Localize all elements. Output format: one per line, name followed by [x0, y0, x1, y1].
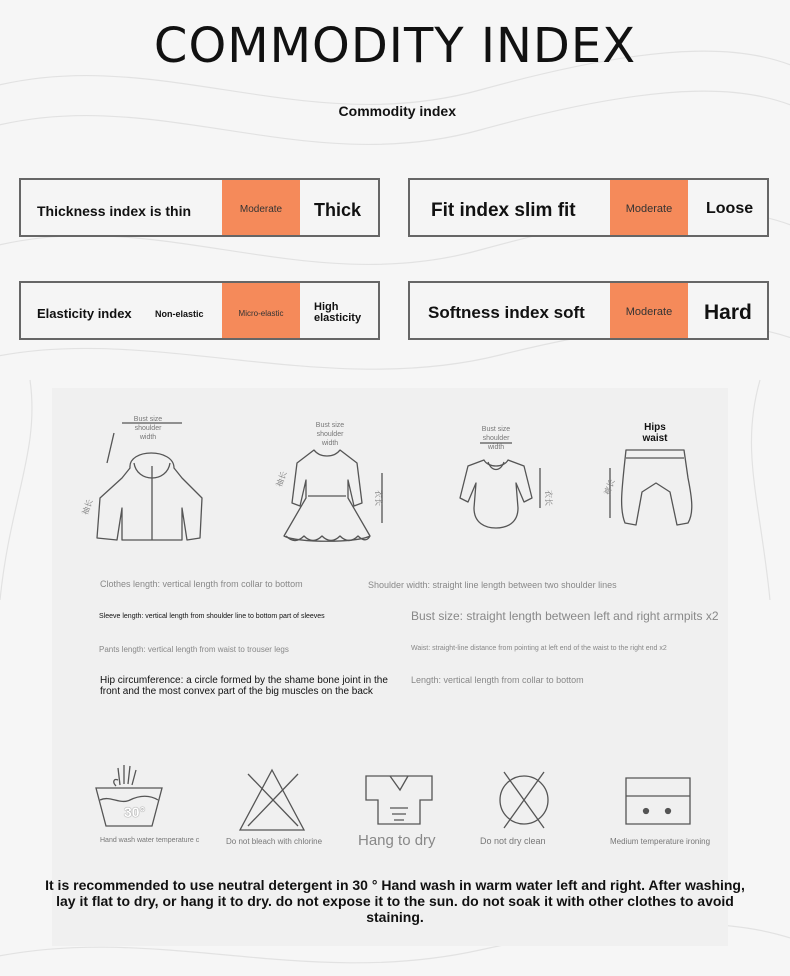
elasticity-end-label: High elasticity [314, 301, 362, 324]
note-shoulder-width: Shoulder width: straight line length between two shoulder lines [368, 580, 617, 590]
thickness-moderate-segment [222, 180, 300, 235]
elasticity-label: Elasticity index [37, 306, 132, 321]
care-label-ironing: Medium temperature ironing [610, 837, 711, 846]
softness-moderate-segment [610, 283, 688, 338]
jacket-length-mark: 袖长 [80, 498, 95, 517]
note-pants-length: Pants length: vertical length from waist to trouser legs [99, 645, 289, 654]
care-advice: It is recommended to use neutral detergent in 30 ° Hand wash in warm water left and right. After washing, lay it flat to dry, or hang it to dry. do not expose it to the sun. do not soak it with other clothes to avoid staining. [45, 877, 745, 925]
fit-moderate-label: Moderate [625, 203, 673, 215]
softness-label: Softness index soft [428, 303, 585, 322]
dress-sleeve-mark: 袖长 [274, 470, 289, 489]
thickness-label: Thickness index is thin [37, 203, 192, 219]
thickness-moderate-label: Moderate [239, 204, 283, 215]
care-label-hand-wash: Hand wash water temperature c [100, 837, 200, 844]
bodysuit-icon [460, 443, 540, 528]
care-label-no-dry-clean: Do not dry clean [480, 836, 546, 846]
note-clothes-length: Clothes length: vertical length from collar to bottom [100, 579, 303, 589]
note-hip-circumference: Hip circumference: a circle formed by the shame bone joint in the front and the most convex part of the big muscles on the back [100, 675, 388, 697]
bodysuit-bust-label: Bust size shoulder width [481, 426, 511, 451]
page-subtitle: Commodity index [338, 103, 456, 119]
care-label-no-bleach: Do not bleach with chlorine [226, 837, 323, 846]
care-label-hang-dry: Hang to dry [358, 832, 436, 849]
care-icons [90, 760, 710, 840]
wash-temperature: 30° [124, 804, 146, 820]
dress-bust-label: Bust size shoulder width [315, 422, 345, 447]
dress-icon [284, 450, 382, 541]
elasticity-start-label: Non-elastic [155, 309, 204, 319]
bodysuit-length-mark: 衣长 [544, 490, 553, 506]
elasticity-micro-segment [222, 283, 300, 338]
softness-end-label: Hard [704, 301, 752, 324]
note-waist: Waist: straight-line distance from pointing at left end of the waist to the right end x2 [411, 645, 667, 652]
fit-index [408, 178, 769, 237]
pants-icon [610, 450, 692, 525]
page-title: COMMODITY INDEX [153, 18, 637, 74]
pants-hips-waist-label: Hips waist [642, 422, 668, 444]
iron-icon [626, 778, 690, 824]
jacket-bust-label: Bust size shoulder width [133, 416, 163, 441]
no-bleach-icon [240, 770, 304, 830]
note-length: Length: vertical length from collar to bottom [411, 675, 584, 685]
hang-dry-icon [366, 776, 432, 824]
pants-length-mark: 裤长 [602, 478, 617, 497]
elasticity-micro-label: Micro-elastic [238, 309, 284, 318]
note-sleeve-length: Sleeve length: vertical length from shoulder line to bottom part of sleeves [99, 613, 325, 620]
fit-end-label: Loose [706, 200, 754, 217]
thickness-index [19, 178, 380, 237]
thickness-end-label: Thick [314, 200, 362, 220]
softness-index [408, 281, 769, 340]
no-dry-clean-icon [500, 772, 548, 828]
note-bust-size: Bust size: straight length between left and right armpits x2 [411, 609, 719, 623]
softness-moderate-label: Moderate [625, 306, 673, 318]
dress-length-mark: 衣长 [374, 490, 383, 506]
fit-moderate-segment [610, 180, 688, 235]
elasticity-index [19, 281, 380, 340]
fit-label: Fit index slim fit [431, 200, 576, 221]
